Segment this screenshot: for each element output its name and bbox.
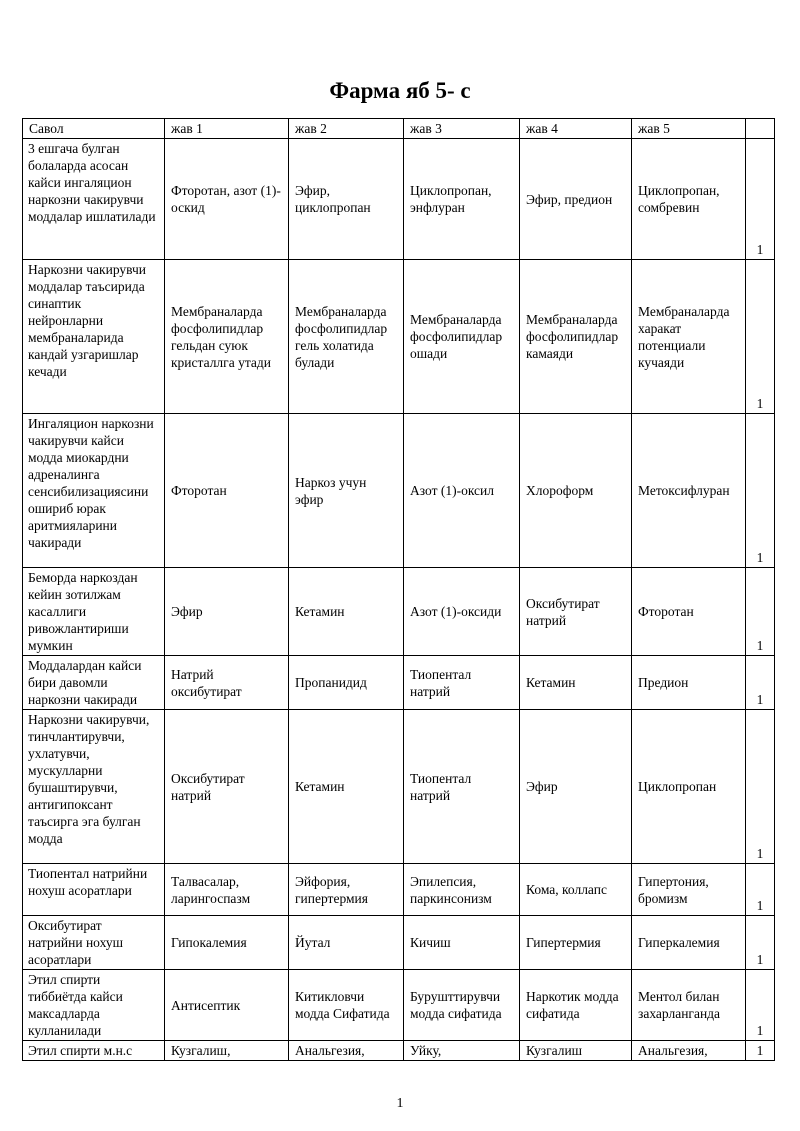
answer-4-cell: Эфир: [520, 710, 632, 864]
answer-5-cell: Метоксифлуран: [632, 414, 746, 568]
answer-1-cell: Кузгалиш,: [165, 1041, 289, 1061]
answer-4-cell: Эфир, предион: [520, 139, 632, 260]
answer-2-cell: Мембраналарда фосфолипидлар гель холатида булади: [289, 260, 404, 414]
points-cell: 1: [746, 1041, 775, 1061]
answer-5-cell: Циклопропан, сомбревин: [632, 139, 746, 260]
questions-table: [22, 118, 775, 1061]
answer-1-cell: Мембраналарда фосфолипидлар гельдан суюк кристаллга утади: [165, 260, 289, 414]
answer-3-cell: Азот (1)-оксил: [404, 414, 520, 568]
answer-5-cell: Ментол билан захарланганда: [632, 970, 746, 1041]
answer-2-cell: Наркоз учун эфир: [289, 414, 404, 568]
table-row: [23, 568, 775, 656]
question-cell: Ингаляцион наркозни чакирувчи кайси модда миокардни адреналинга сенсибилизациясини ошириб юрак аритмияларини чакиради: [23, 414, 165, 568]
answer-2-cell: Эфир, циклопропан: [289, 139, 404, 260]
answer-3-cell: Тиопентал натрий: [404, 656, 520, 710]
answer-1-cell: Эфир: [165, 568, 289, 656]
points-cell: 1: [746, 916, 775, 970]
question-cell: Беморда наркоздан кейин зотилжам касаллиги ривожлантириши мумкин: [23, 568, 165, 656]
answer-2-cell: Йутал: [289, 916, 404, 970]
answer-2-cell: Китикловчи модда Сифатида: [289, 970, 404, 1041]
question-cell: Наркозни чакирувчи моддалар таъсирида синаптик нейронларни мембраналарида кандай узгаришлар кечади: [23, 260, 165, 414]
question-cell: Этил спирти м.н.с: [23, 1041, 165, 1061]
answer-3-cell: Уйку,: [404, 1041, 520, 1061]
answer-5-cell: Гиперкалемия: [632, 916, 746, 970]
table-row: [23, 414, 775, 568]
question-cell: 3 ешгача булган болаларда асосан кайси ингаляцион наркозни чакирувчи моддалар ишлатилади: [23, 139, 165, 260]
points-cell: 1: [746, 970, 775, 1041]
answer-1-cell: Гипокалемия: [165, 916, 289, 970]
answer-2-cell: Кетамин: [289, 568, 404, 656]
question-cell: Моддалардан кайси бири давомли наркозни чакиради: [23, 656, 165, 710]
table-header-row: [23, 119, 775, 139]
question-cell: Этил спирти тиббиётда кайси максадларда кулланилади: [23, 970, 165, 1041]
column-header-answer-4: жав 4: [520, 119, 632, 139]
column-header-answer-1: жав 1: [165, 119, 289, 139]
answer-3-cell: Циклопропан, энфлуран: [404, 139, 520, 260]
answer-2-cell: Анальгезия,: [289, 1041, 404, 1061]
column-header-points: [746, 119, 775, 139]
answer-5-cell: Фторотан: [632, 568, 746, 656]
answer-3-cell: Эпилепсия, паркинсонизм: [404, 864, 520, 916]
question-cell: Оксибутират натрийни нохуш асоратлари: [23, 916, 165, 970]
answer-4-cell: Гипертермия: [520, 916, 632, 970]
answer-1-cell: Фторотан, азот (1)-оскид: [165, 139, 289, 260]
table-row: [23, 1041, 775, 1061]
points-cell: 1: [746, 710, 775, 864]
answer-3-cell: Бурушттирувчи модда сифатида: [404, 970, 520, 1041]
table-row: [23, 864, 775, 916]
answer-5-cell: Мембраналарда харакат потенциали кучаяди: [632, 260, 746, 414]
answer-2-cell: Пропанидид: [289, 656, 404, 710]
points-cell: 1: [746, 139, 775, 260]
answer-5-cell: Циклопропан: [632, 710, 746, 864]
answer-4-cell: Кетамин: [520, 656, 632, 710]
points-cell: 1: [746, 414, 775, 568]
page-number: 1: [396, 1096, 404, 1111]
table-row: [23, 656, 775, 710]
answer-4-cell: Кузгалиш: [520, 1041, 632, 1061]
answer-1-cell: Фторотан: [165, 414, 289, 568]
answer-3-cell: Кичиш: [404, 916, 520, 970]
page-title: Фарма яб 5- с: [329, 78, 471, 103]
points-cell: 1: [746, 260, 775, 414]
answer-4-cell: Кома, коллапс: [520, 864, 632, 916]
answer-3-cell: Мембраналарда фосфолипидлар ошади: [404, 260, 520, 414]
table-row: [23, 916, 775, 970]
points-cell: 1: [746, 864, 775, 916]
table-row: [23, 260, 775, 414]
answer-5-cell: Гипертония, бромизм: [632, 864, 746, 916]
answer-4-cell: Хлороформ: [520, 414, 632, 568]
table-row: [23, 710, 775, 864]
column-header-answer-2: жав 2: [289, 119, 404, 139]
answer-1-cell: Антисептик: [165, 970, 289, 1041]
table-row: [23, 139, 775, 260]
answer-4-cell: Наркотик модда сифатида: [520, 970, 632, 1041]
answer-1-cell: Оксибутират натрий: [165, 710, 289, 864]
answer-3-cell: Тиопентал натрий: [404, 710, 520, 864]
answer-4-cell: Мембраналарда фосфолипидлар камаяди: [520, 260, 632, 414]
answer-1-cell: Талвасалар, ларингоспазм: [165, 864, 289, 916]
column-header-question: Савол: [23, 119, 165, 139]
answer-1-cell: Натрий оксибутират: [165, 656, 289, 710]
answer-5-cell: Анальгезия,: [632, 1041, 746, 1061]
answer-2-cell: Эйфория, гипертермия: [289, 864, 404, 916]
question-cell: Наркозни чакирувчи, тинчлантирувчи, ухлатувчи, мускулларни бушаштирувчи, антигипоксант таъсирга эга булган модда: [23, 710, 165, 864]
answer-2-cell: Кетамин: [289, 710, 404, 864]
answer-5-cell: Предион: [632, 656, 746, 710]
question-cell: Тиопентал натрийни нохуш асоратлари: [23, 864, 165, 916]
points-cell: 1: [746, 656, 775, 710]
column-header-answer-3: жав 3: [404, 119, 520, 139]
points-cell: 1: [746, 568, 775, 656]
answer-3-cell: Азот (1)-оксиди: [404, 568, 520, 656]
answer-4-cell: Оксибутират натрий: [520, 568, 632, 656]
column-header-answer-5: жав 5: [632, 119, 746, 139]
table-row: [23, 970, 775, 1041]
